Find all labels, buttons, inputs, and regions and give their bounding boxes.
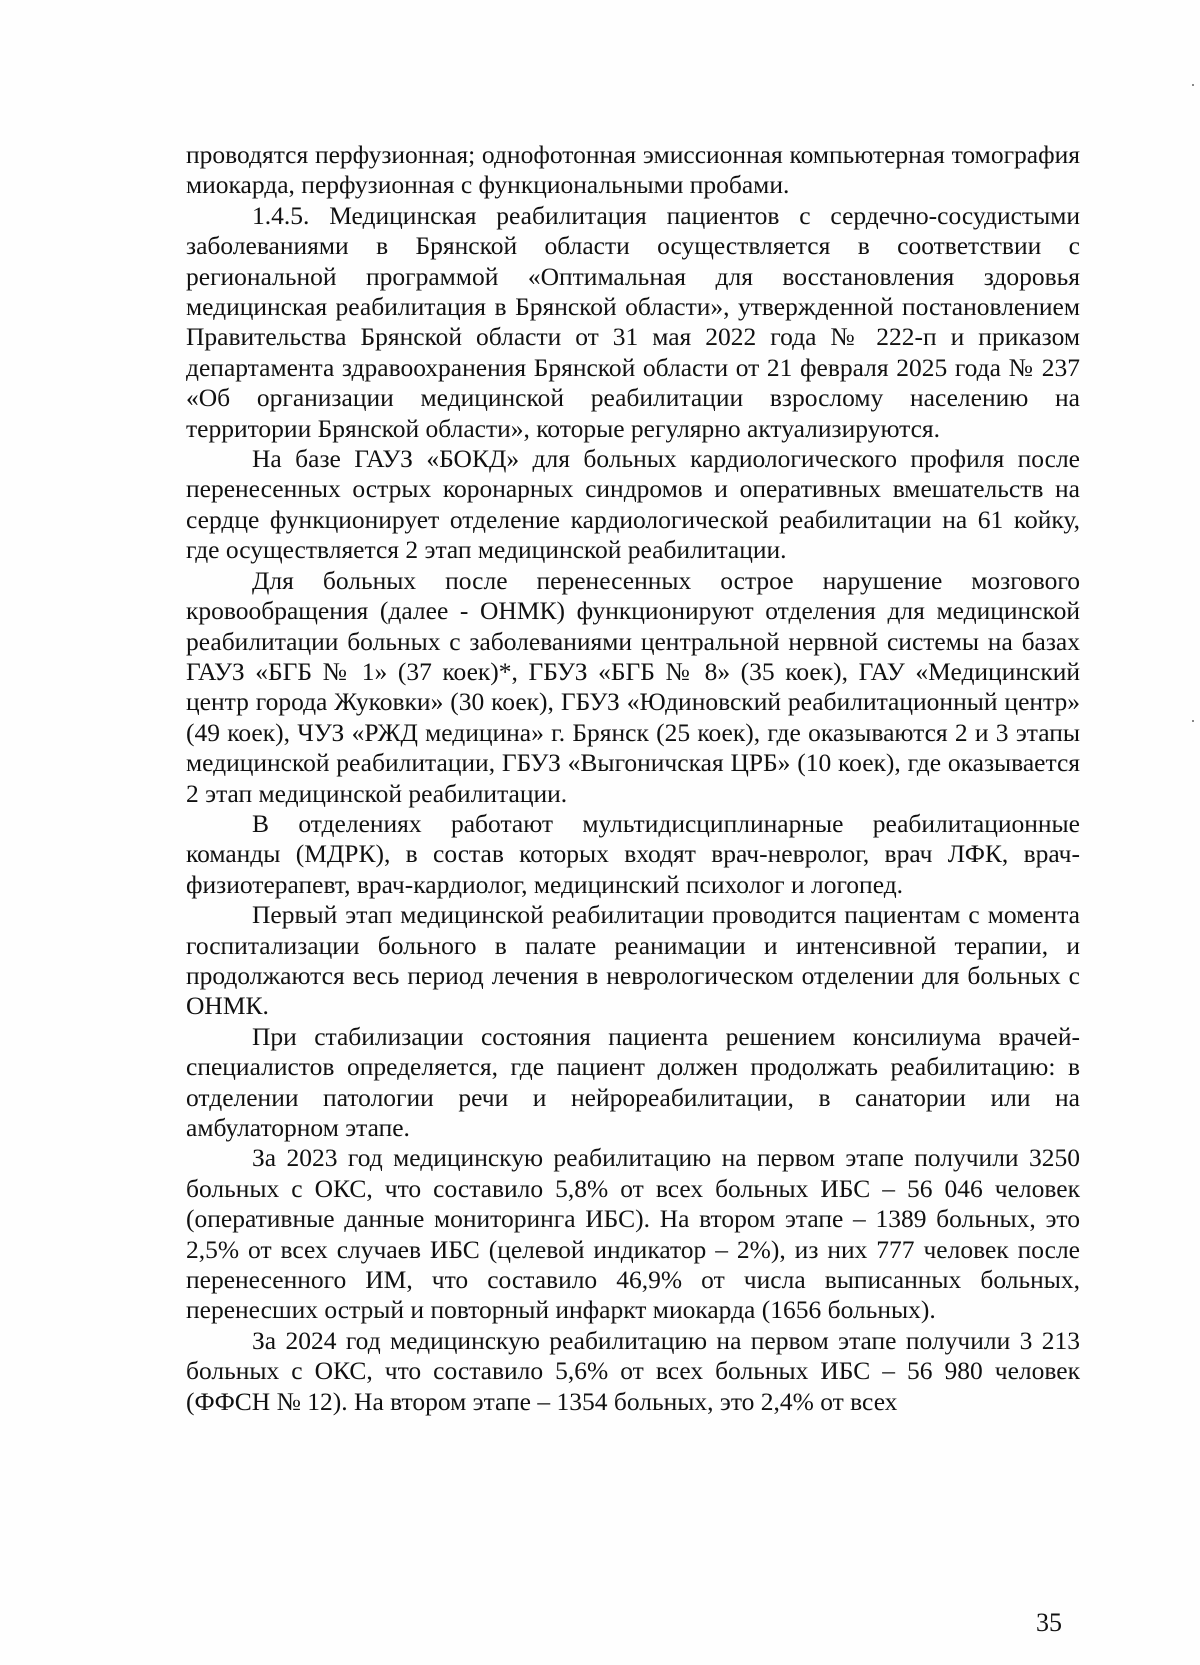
document-body <box>186 140 1080 1417</box>
paragraph-onmk-departments: Для больных после перенесенных острое нарушение мозгового кровообращения (далее - ОНМК) функционируют отделения для медицинской реабилитации больных с заболеваниями центральной нервной системы на базах ГАУЗ «БГБ № 1» (37 коек)*, ГБУЗ «БГБ № 8» (35 коек), ГАУ «Медицинский центр города Жуковки» (30 коек), ГБУЗ «Юдиновский реабилитационный центр» (49 коек), ЧУЗ «РЖД медицина» г. Брянск (25 коек), где оказываются 2 и 3 этапы медицинской реабилитации, ГБУЗ «Выгоничская ЦРБ» (10 коек), где оказывается 2 этап медицинской реабилитации. <box>186 565 1080 808</box>
scan-speck <box>1192 84 1194 86</box>
paragraph-2023-statistics: За 2023 год медицинскую реабилитацию на первом этапе получили 3250 больных с ОКС, что составило 5,8% от всех больных ИБС – 56 046 человек (оперативные данные мониторинга ИБС). На втором этапе – 1389 больных, это 2,5% от всех случаев ИБС (целевой индикатор – 2%), из них 777 человек после перенесенного ИМ, что составило 46,9% от числа выписанных больных, перенесших острый и повторный инфаркт миокарда (1656 больных). <box>186 1143 1080 1325</box>
paragraph-stabilization: При стабилизации состояния пациента решением консилиума врачей-специалистов определяется, где пациент должен продолжать реабилитацию: в отделении патологии речи и нейрореабилитации, в санатории или на амбулаторном этапе. <box>186 1021 1080 1142</box>
paragraph-continuation: проводятся перфузионная; однофотонная эмиссионная компьютерная томография миокарда, перфузионная с функциональными пробами. <box>186 140 1080 200</box>
scan-speck <box>1192 720 1194 722</box>
paragraph-mdrk-teams: В отделениях работают мультидисциплинарные реабилитационные команды (МДРК), в состав которых входят врач-невролог, врач ЛФК, врач-физиотерапевт, врач-кардиолог, медицинский психолог и логопед. <box>186 808 1080 899</box>
paragraph-rehabilitation-program: 1.4.5. Медицинская реабилитация пациентов с сердечно-сосудистыми заболеваниями в Брянской области осуществляется в соответствии с региональной программой «Оптимальная для восстановления здоровья медицинская реабилитация в Брянской области», утвержденной постановлением Правительства Брянской области от 31 мая 2022 года № 222-п и приказом департамента здравоохранения Брянской области от 21 февраля 2025 года № 237 «Об организации медицинской реабилитации взрослому населению на территории Брянской области», которые регулярно актуализируются. <box>186 200 1080 443</box>
page-number: 35 <box>1036 1608 1062 1637</box>
paragraph-cardiology-department: На базе ГАУЗ «БОКД» для больных кардиологического профиля после перенесенных острых коронарных синдромов и оперативных вмешательств на сердце функционирует отделение кардиологической реабилитации на 61 койку, где осуществляется 2 этап медицинской реабилитации. <box>186 444 1080 565</box>
paragraph-first-stage: Первый этап медицинской реабилитации проводится пациентам с момента госпитализации больного в палате реанимации и интенсивной терапии, и продолжаются весь период лечения в неврологическом отделении для больных с ОНМК. <box>186 900 1080 1021</box>
paragraph-2024-statistics: За 2024 год медицинскую реабилитацию на первом этапе получили 3 213 больных с ОКС, что составило 5,6% от всех больных ИБС – 56 980 человек (ФФСН № 12). На втором этапе – 1354 больных, это 2,4% от всех <box>186 1325 1080 1416</box>
